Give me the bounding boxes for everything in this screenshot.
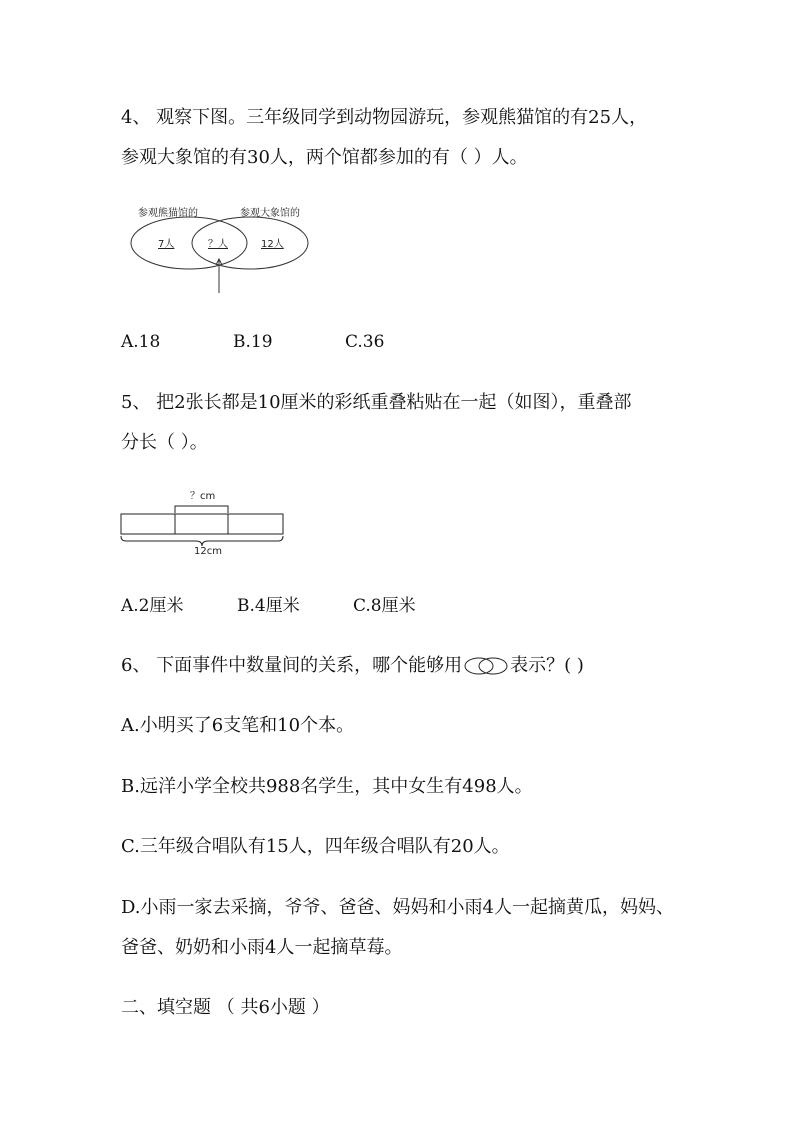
q5-option-b[interactable]: B.4厘米: [237, 596, 300, 616]
q5-stem-line1: 5、 把2张长都是10厘米的彩纸重叠粘贴在一起（如图），重叠部: [121, 392, 632, 413]
total-length-label: 12cm: [194, 546, 222, 557]
q4-option-a[interactable]: A.18: [121, 332, 161, 352]
paper-strip-diagram: [118, 486, 288, 558]
q4-option-c[interactable]: C.36: [345, 332, 385, 352]
q6-option-b[interactable]: B.远洋小学全校共988名学生，其中女生有498人。: [121, 776, 533, 797]
q6-option-c[interactable]: C.三年级合唱队有15人，四年级合唱队有20人。: [121, 836, 510, 857]
venn-left-circle: [131, 217, 247, 269]
q4-stem-line1: 4、 观察下图。三年级同学到动物园游玩，参观熊猫馆的有25人，: [121, 107, 648, 128]
q6-stem-after: 表示？( ): [510, 655, 584, 676]
overlap-label: ？cm: [190, 491, 216, 502]
venn-left-count: 7人: [158, 239, 175, 250]
paper-strips: [121, 514, 283, 534]
overlap-bracket: [175, 506, 228, 513]
q6-stem-before: 6、 下面事件中数量间的关系，哪个能够用: [121, 655, 463, 676]
venn-right-count: 12人: [261, 239, 284, 250]
q5-option-a[interactable]: A.2厘米: [121, 596, 184, 616]
total-length-brace: [121, 536, 283, 546]
venn-middle-count: ？人: [208, 239, 228, 250]
venn-label-elephant: 参观大象馆的: [240, 208, 300, 219]
inline-venn-icon: [462, 655, 510, 677]
q5-option-c[interactable]: C.8厘米: [353, 596, 416, 616]
q6-option-a[interactable]: A.小明买了6支笔和10个本。: [121, 715, 355, 736]
section-2-title: 二、填空题 （ 共6小题 ）: [121, 997, 330, 1018]
q5-stem-line2: 分长（ ）。: [121, 432, 208, 453]
q6-option-d-line2[interactable]: 爸爸、奶奶和小雨4人一起摘草莓。: [121, 937, 403, 958]
q4-stem-line2: 参观大象馆的有30人，两个馆都参加的有（ ）人。: [121, 147, 528, 168]
venn-label-panda: 参观熊猫馆的: [138, 208, 198, 219]
q6-stem: [121, 654, 584, 678]
q6-option-d-line1[interactable]: D.小雨一家去采摘，爷爷、爸爸、妈妈和小雨4人一起摘黄瓜，妈妈、: [121, 897, 674, 918]
q4-option-b[interactable]: B.19: [233, 332, 273, 352]
venn-diagram: [128, 200, 318, 300]
